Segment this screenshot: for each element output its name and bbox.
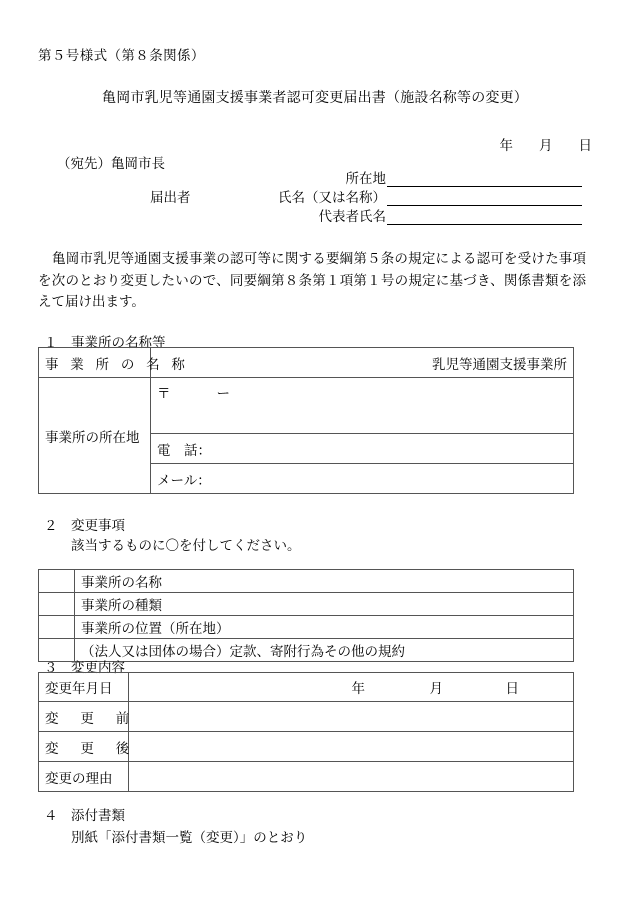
table-row bbox=[39, 702, 574, 732]
facility-name-value[interactable]: 乳児等通園支援事業所 bbox=[151, 348, 574, 378]
section1-title: 事業所の名称等 bbox=[71, 335, 166, 350]
addressee: （宛先）亀岡市長 bbox=[57, 156, 165, 171]
body-paragraph: 亀岡市乳児等通園支援事業の認可等に関する要綱第５条の規定による認可を受けた事項を次のとおり変更したいので、同要綱第８条第１項第１号の規定に基づき、関係書類を添えて届け出ます。 bbox=[38, 251, 586, 309]
facility-info-table bbox=[38, 347, 574, 494]
section4-number: ４ bbox=[44, 808, 58, 823]
submitter-value-address[interactable] bbox=[387, 172, 582, 187]
submitter-label-representative: 代表者氏名 bbox=[318, 209, 386, 224]
submitter-row-name bbox=[150, 187, 582, 206]
facility-mail-label: メール： bbox=[157, 472, 211, 488]
postal-mark-icon: 〒 bbox=[157, 386, 171, 401]
facility-address-label: 事業所の所在地 bbox=[39, 378, 151, 494]
table-row bbox=[39, 762, 574, 792]
table-row bbox=[39, 378, 574, 434]
facility-mail-cell[interactable] bbox=[151, 464, 574, 494]
change-item-label-1: 事業所の種類 bbox=[75, 593, 574, 616]
submitter-tag: 届出者 bbox=[150, 190, 191, 205]
date-day-label: 日 bbox=[578, 138, 592, 153]
change-after-value[interactable] bbox=[129, 732, 574, 762]
section2-number: ２ bbox=[44, 518, 58, 533]
table-row bbox=[39, 593, 574, 616]
change-item-mark-2[interactable] bbox=[39, 616, 75, 639]
facility-postal-cell[interactable] bbox=[151, 378, 574, 434]
change-date-year-label: 年 bbox=[351, 681, 365, 696]
section4-heading bbox=[44, 804, 125, 824]
change-date-label: 変更年月日 bbox=[39, 673, 129, 702]
submitter-block bbox=[150, 168, 582, 225]
section4-title: 添付書類 bbox=[71, 808, 125, 823]
section3-title: 変更内容 bbox=[71, 660, 125, 675]
section4-detail: 別紙「添付書類一覧（変更）」のとおり bbox=[71, 830, 308, 845]
change-item-mark-1[interactable] bbox=[39, 593, 75, 616]
change-item-label-0: 事業所の名称 bbox=[75, 570, 574, 593]
postal-dash: ー bbox=[216, 386, 230, 401]
section2-instruction: 該当するものに〇を付してください。 bbox=[71, 538, 301, 553]
table-row bbox=[39, 348, 574, 378]
section2-heading bbox=[44, 514, 125, 534]
change-reason-value[interactable] bbox=[129, 762, 574, 792]
section1-number: １ bbox=[44, 335, 58, 350]
facility-phone-label: 電 話： bbox=[157, 442, 211, 458]
submitter-value-representative[interactable] bbox=[387, 210, 582, 225]
section3-number: ３ bbox=[44, 660, 58, 675]
table-row bbox=[39, 570, 574, 593]
submitter-label-address: 所在地 bbox=[345, 171, 386, 186]
submitter-label-name: 氏名（又は名称） bbox=[278, 190, 386, 205]
change-items-table bbox=[38, 569, 574, 662]
change-before-value[interactable] bbox=[129, 702, 574, 732]
change-detail-table bbox=[38, 672, 574, 792]
table-row bbox=[39, 616, 574, 639]
change-date-month-label: 月 bbox=[429, 681, 443, 696]
submission-date-line bbox=[0, 134, 592, 154]
section2-title: 変更事項 bbox=[71, 518, 125, 533]
submitter-row-address bbox=[150, 168, 582, 187]
date-month-label: 月 bbox=[539, 138, 553, 153]
change-after-label: 変 更 後 bbox=[39, 732, 129, 762]
change-item-label-2: 事業所の位置（所在地） bbox=[75, 616, 574, 639]
submitter-value-name[interactable] bbox=[387, 191, 582, 206]
change-item-mark-0[interactable] bbox=[39, 570, 75, 593]
facility-name-label: 事 業 所 の 名 称 bbox=[39, 348, 151, 378]
change-date-value[interactable] bbox=[129, 673, 574, 702]
change-before-label: 変 更 前 bbox=[39, 702, 129, 732]
change-date-day-label: 日 bbox=[505, 681, 519, 696]
form-number: 第５号様式（第８条関係） bbox=[38, 48, 205, 63]
table-row bbox=[39, 732, 574, 762]
submitter-row-representative bbox=[150, 206, 582, 225]
table-row bbox=[39, 673, 574, 702]
document-title: 亀岡市乳児等通園支援事業者認可変更届出書（施設名称等の変更） bbox=[102, 91, 528, 106]
date-year-label: 年 bbox=[499, 138, 513, 153]
change-reason-label: 変更の理由 bbox=[39, 762, 129, 792]
change-item-label-3: （法人又は団体の場合）定款、寄附行為その他の規約 bbox=[75, 639, 574, 662]
facility-phone-cell[interactable] bbox=[151, 434, 574, 464]
